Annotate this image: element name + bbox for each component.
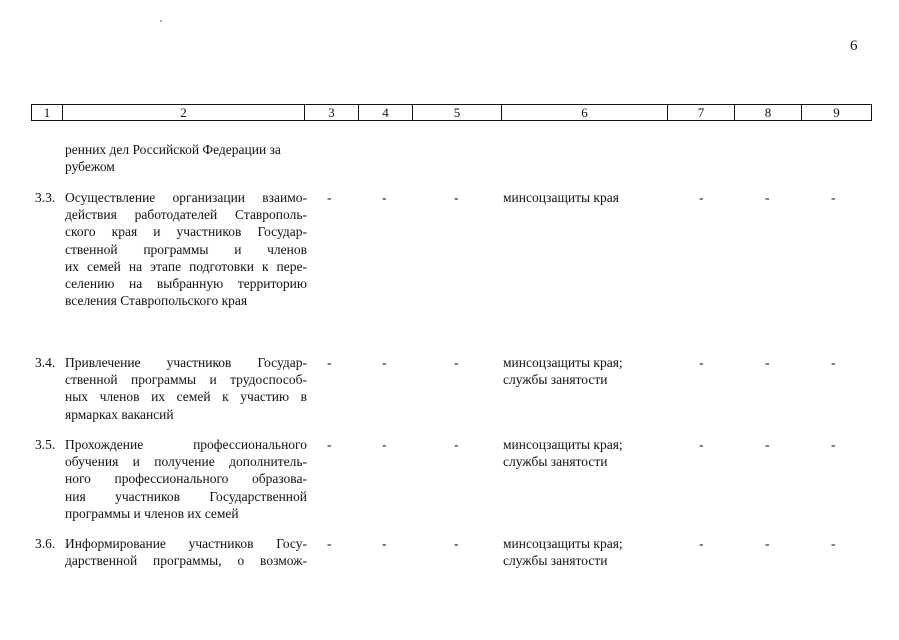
cell-col-6 (503, 436, 623, 470)
header-row (32, 105, 872, 121)
row-number: 3.5. (35, 437, 56, 452)
desc-line: программы и членов их семей (65, 505, 239, 521)
desc-line: Прохождение профессионального (65, 437, 307, 452)
responsible-line: службы занятости (503, 553, 608, 569)
cell-col-4: - (382, 437, 387, 452)
row-number: 3.3. (35, 190, 56, 205)
cell-col-4: - (382, 536, 387, 551)
cell-col-5: - (454, 536, 459, 551)
cell-col-9: - (831, 536, 836, 551)
cell-col-3: - (327, 355, 332, 370)
desc-line: ственной программы и членов (65, 241, 307, 257)
cell-col-8: - (765, 437, 770, 452)
cell-col-9: - (831, 355, 836, 370)
cell-col-4: - (382, 190, 387, 205)
row-number: 3.6. (35, 536, 56, 551)
column-number-header (31, 104, 872, 121)
cell-col-6 (503, 354, 623, 388)
desc-line: ярмарках вакансий (65, 406, 174, 422)
cell-col-8: - (765, 190, 770, 205)
cell-col-3: - (327, 437, 332, 452)
desc-line: рубежом (65, 159, 115, 175)
row-description (65, 535, 307, 569)
cell-col-7: - (699, 355, 704, 370)
row-description (65, 189, 307, 309)
responsible-line: минсоцзащиты края; (503, 536, 623, 551)
desc-line: действия работодателей Ставрополь- (65, 207, 307, 223)
header-col-4: 4 (359, 105, 413, 121)
responsible-line: минсоцзащиты края; (503, 437, 623, 452)
desc-line: Информирование участников Госу- (65, 536, 307, 551)
responsible-line: минсоцзащиты края; (503, 355, 623, 370)
header-col-7: 7 (668, 105, 735, 121)
desc-line: Осуществление организации взаимо- (65, 190, 307, 205)
header-col-2: 2 (63, 105, 305, 121)
cell-col-5: - (454, 190, 459, 205)
cell-col-3: - (327, 190, 332, 205)
cell-col-6 (503, 535, 623, 569)
desc-line: ного профессионального образова- (65, 471, 307, 487)
desc-line: вселения Ставропольского края (65, 293, 248, 309)
cell-col-6 (503, 189, 619, 206)
cell-col-9: - (831, 437, 836, 452)
desc-line: селению на выбранную территорию (65, 276, 307, 292)
cell-col-9: - (831, 190, 836, 205)
row-description (65, 436, 307, 522)
header-col-1: 1 (32, 105, 63, 121)
desc-line: ственной программы и трудоспособ- (65, 372, 307, 388)
row-description (65, 354, 307, 423)
desc-line: ского края и участников Государ- (65, 224, 307, 240)
cell-col-7: - (699, 437, 704, 452)
header-col-8: 8 (735, 105, 802, 121)
cell-col-5: - (454, 355, 459, 370)
cell-col-3: - (327, 536, 332, 551)
header-col-6: 6 (502, 105, 668, 121)
responsible-line: службы занятости (503, 454, 608, 470)
page-number: 6 (850, 38, 858, 54)
row-number: 3.4. (35, 355, 56, 370)
scan-speck (160, 20, 162, 22)
header-col-3: 3 (305, 105, 359, 121)
desc-line: обучения и получение дополнитель- (65, 454, 307, 470)
desc-line: Привлечение участников Государ- (65, 355, 307, 370)
responsible-line: службы занятости (503, 372, 608, 388)
cell-col-4: - (382, 355, 387, 370)
cell-col-8: - (765, 355, 770, 370)
desc-line: ния участников Государственной (65, 488, 307, 504)
cell-col-7: - (699, 536, 704, 551)
cell-col-8: - (765, 536, 770, 551)
cell-col-5: - (454, 437, 459, 452)
continuation-description (65, 141, 307, 175)
desc-line: дарственной программы, о возмож- (65, 553, 307, 569)
desc-line: ренних дел Российской Федерации за (65, 142, 281, 157)
cell-col-7: - (699, 190, 704, 205)
responsible-line: минсоцзащиты края (503, 190, 619, 205)
desc-line: их семей на этапе подготовки к пере- (65, 258, 307, 274)
header-col-9: 9 (802, 105, 872, 121)
desc-line: ных членов их семей к участию в (65, 389, 307, 405)
header-col-5: 5 (413, 105, 502, 121)
